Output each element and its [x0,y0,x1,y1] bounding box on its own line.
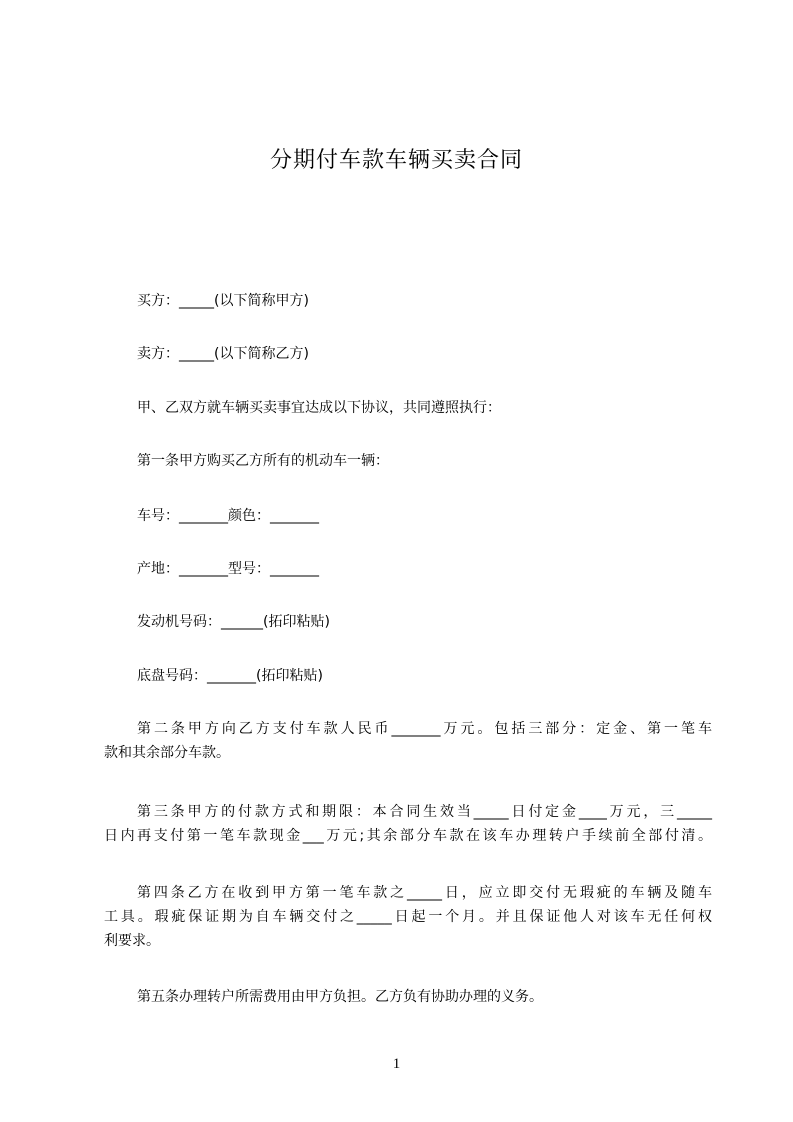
paragraph-article-2 [104,717,712,765]
paragraph-article-5 [104,985,712,1009]
text-line: 卖方：_____(以下简称乙方) [137,346,309,362]
text-line: 第五条办理转户所需费用由甲方负担。乙方负有协助办理的义务。 [137,989,543,1005]
text-line: 利要求。 [104,933,160,949]
paragraph-article-3 [104,800,712,848]
paragraph-plate-color [104,504,712,528]
paragraph-agreement [104,396,712,420]
paragraph-article-4 [104,881,712,953]
text-line: 车号：_______颜色：_______ [137,508,319,524]
text-line: 日内再支付第一笔车款现金___万元;其余部分车款在该车办理转户手续前全部付清。 [104,828,712,844]
paragraph-seller [104,342,712,366]
text-line: 第三条甲方的付款方式和期限：本合同生效当_____日付定金____万元，三_____ [137,804,712,820]
paragraph-origin-model [104,557,712,581]
paragraph-engine-number [104,610,712,634]
text-line: 第二条甲方向乙方支付车款人民币_______万元。包括三部分：定金、第一笔车 [137,721,712,737]
text-line: 甲、乙双方就车辆买卖事宜达成以下协议，共同遵照执行： [137,400,501,416]
text-line: 第四条乙方在收到甲方第一笔车款之_____日，应立即交付无瑕疵的车辆及随车 [137,885,712,901]
paragraph-buyer [104,289,712,313]
text-line: 第一条甲方购买乙方所有的机动车一辆： [137,453,389,469]
text-line: 发动机号码：______(拓印粘贴) [137,614,330,630]
text-line: 工具。瑕疵保证期为自车辆交付之_____日起一个月。并且保证他人对该车无任何权 [104,909,712,925]
text-line: 款和其余部分车款。 [104,745,230,761]
text-line: 底盘号码：_______(拓印粘贴) [137,668,323,684]
page-number: 1 [392,1056,401,1072]
text-line: 买方：_____(以下简称甲方) [137,293,309,309]
paragraph-chassis-number [104,664,712,688]
document-title: 分期付车款车辆买卖合同 [269,148,523,173]
paragraph-article-1 [104,449,712,473]
text-line: 产地：_______型号：_______ [137,561,319,577]
